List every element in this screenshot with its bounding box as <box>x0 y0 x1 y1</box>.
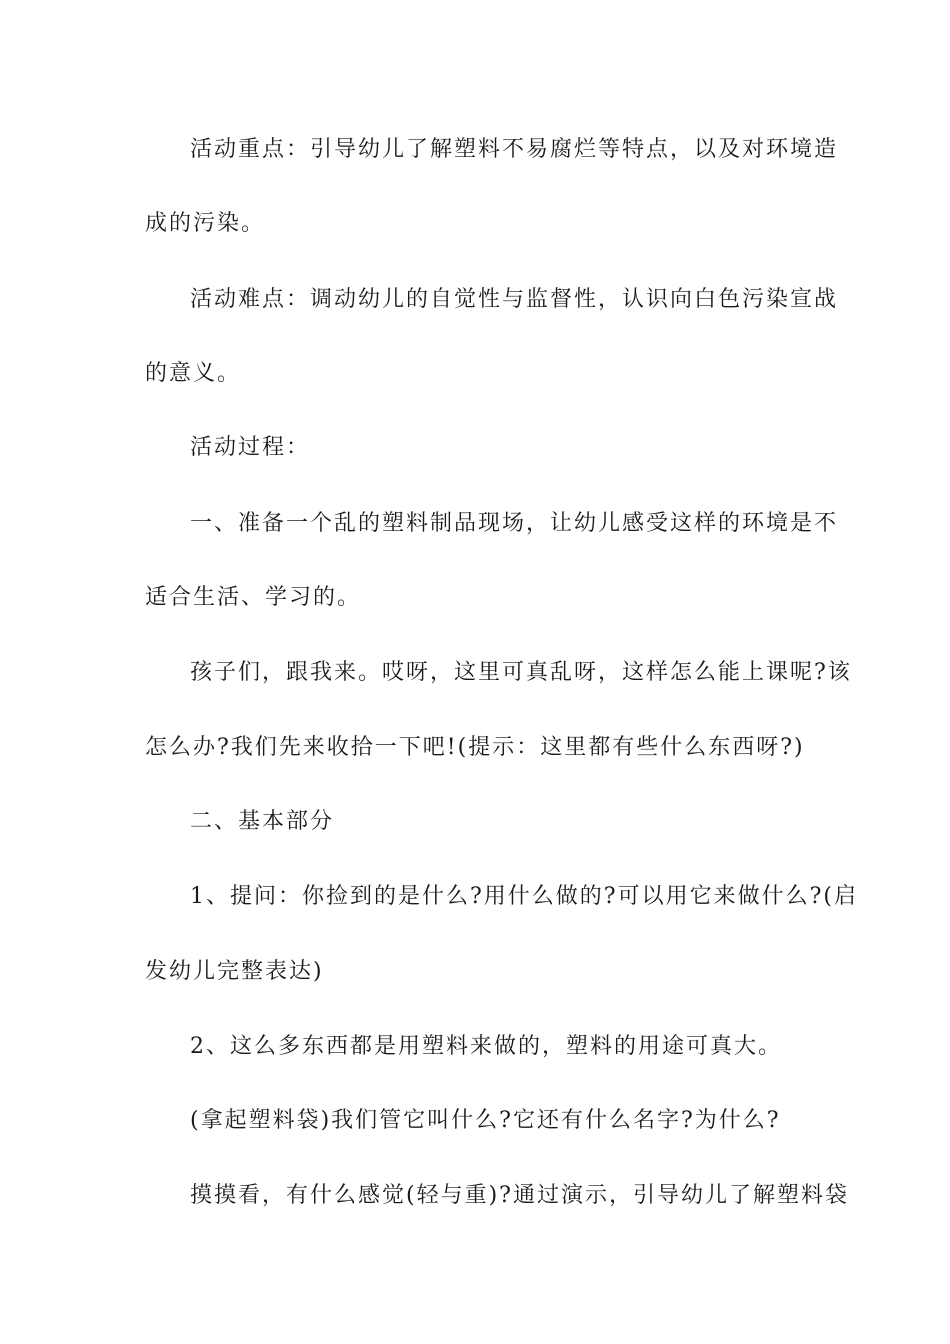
paragraph-step-one-line-2: 适合生活、学习的。 <box>145 585 362 610</box>
paragraph-question-line-1: 1、提问：你捡到的是什么?用什么做的?可以用它来做什么?(启 <box>190 884 858 909</box>
paragraph-difficulty-line-1: 活动难点：调动幼儿的自觉性与监督性，认识向白色污染宣战 <box>190 287 839 312</box>
paragraph-dialogue-line-2: 怎么办?我们先来收拾一下吧!(提示：这里都有些什么东西呀?) <box>145 735 805 760</box>
paragraph-plastic-bag-question: (拿起塑料袋)我们管它叫什么?它还有什么名字?为什么? <box>190 1108 781 1133</box>
paragraph-key-point-line-1: 活动重点：引导幼儿了解塑料不易腐烂等特点，以及对环境造 <box>190 137 839 162</box>
section-heading-process: 活动过程： <box>190 435 311 460</box>
paragraph-step-one-line-1: 一、准备一个乱的塑料制品现场，让幼儿感受这样的环境是不 <box>190 511 839 536</box>
paragraph-difficulty-line-2: 的意义。 <box>145 361 242 386</box>
paragraph-question-line-2: 发幼儿完整表达) <box>145 959 324 984</box>
paragraph-dialogue-line-1: 孩子们，跟我来。哎呀，这里可真乱呀，这样怎么能上课呢?该 <box>190 660 852 685</box>
paragraph-plastic-uses: 2、这么多东西都是用塑料来做的，塑料的用途可真大。 <box>190 1034 782 1059</box>
paragraph-touch-feel: 摸摸看，有什么感觉(轻与重)?通过演示，引导幼儿了解塑料袋 <box>190 1183 849 1208</box>
paragraph-key-point-line-2: 成的污染。 <box>145 211 266 236</box>
section-heading-basic-part: 二、基本部分 <box>190 809 335 834</box>
